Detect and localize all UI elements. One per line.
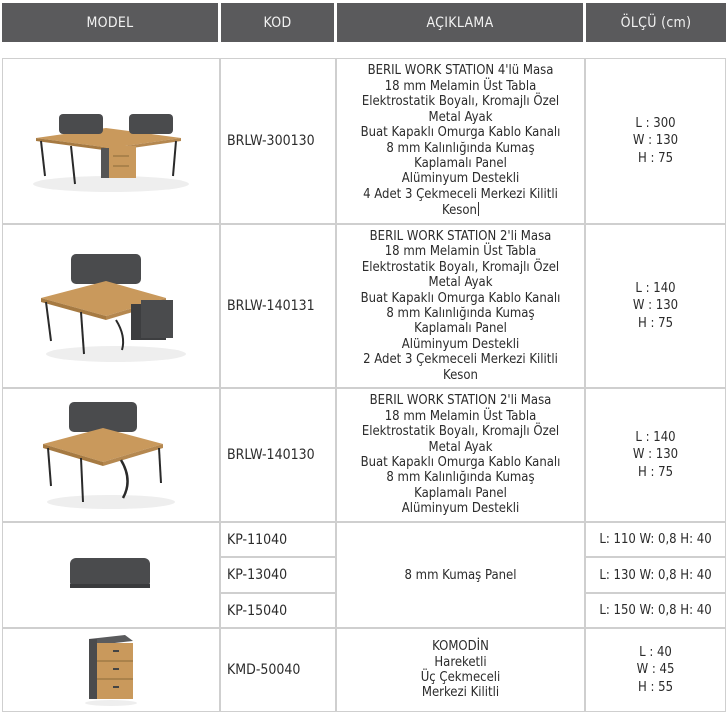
description-brlw-300130 [336, 58, 585, 224]
size-height: H : 75 [637, 315, 674, 331]
desc-line: Metal Ayak [428, 275, 493, 291]
desc-line: 8 mm Kalınlığında Kumaş [386, 140, 535, 156]
size-width: W : 130 [632, 447, 679, 463]
description-brlw-140130 [336, 388, 585, 522]
desc-line: Kaplamalı Panel [414, 321, 507, 337]
desc-line: BERIL WORK STATION 2'li Masa [369, 228, 552, 244]
desc-line: Elektrostatik Boyalı, Kromajlı Özel [361, 259, 560, 275]
desc-line: Elektrostatik Boyalı, Kromajlı Özel [361, 424, 560, 440]
desc-line: 8 mm Kalınlığında Kumaş [386, 470, 535, 486]
desc-line: BERIL WORK STATION 2'li Masa [369, 393, 552, 409]
desc-line: Kaplamalı Panel [414, 155, 507, 171]
desc-line: Kaplamalı Panel [414, 485, 507, 501]
size-height: H : 75 [637, 150, 674, 166]
desc-line: Alüminyum Destekli [401, 501, 520, 517]
code-kp-15040: KP-15040 [220, 593, 336, 628]
size-height: H : 55 [637, 679, 674, 695]
desc-line-with-cursor [442, 202, 479, 218]
code-brlw-300130: BRLW-300130 [220, 58, 336, 224]
desc-line: Alüminyum Destekli [401, 171, 520, 187]
header-code: KOD [221, 3, 334, 42]
size-brlw-140131 [585, 224, 726, 388]
size-width: W : 130 [632, 133, 679, 149]
desc-line: Keson [443, 367, 478, 383]
desc-line: Buat Kapaklı Omurga Kablo Kanalı [360, 290, 561, 306]
desc-line: BERIL WORK STATION 4'lü Masa [367, 63, 554, 79]
header-size: ÖLÇÜ (cm) [586, 3, 726, 42]
size-kp-15040: L: 150 W: 0,8 H: 40 [585, 593, 726, 628]
text-cursor [478, 202, 479, 216]
desc-line: KOMODİN [432, 639, 489, 655]
size-length: L : 140 [635, 429, 676, 445]
size-length: L : 40 [639, 644, 672, 660]
size-width: W : 130 [632, 298, 679, 314]
desc-line: Elektrostatik Boyalı, Kromajlı Özel [361, 94, 560, 110]
code-kp-13040: KP-13040 [220, 557, 336, 593]
desc-line: 18 mm Melamin Üst Tabla [384, 244, 537, 260]
size-height: H : 75 [637, 464, 674, 480]
code-kp-11040: KP-11040 [220, 522, 336, 557]
desc-line: 18 mm Melamin Üst Tabla [384, 78, 537, 94]
desc-line: 8 mm Kalınlığında Kumaş [386, 306, 535, 321]
size-komodin [585, 628, 726, 712]
size-width: W : 45 [636, 662, 675, 678]
product-image-brlw-140131 [2, 224, 220, 388]
desc-line: Metal Ayak [428, 439, 493, 455]
desc-line: Merkezi Kilitli [421, 685, 500, 701]
desc-line: 2 Adet 3 Çekmeceli Merkezi Kilitli [363, 352, 558, 368]
desc-line: Buat Kapaklı Omurga Kablo Kanalı [360, 455, 561, 470]
product-image-brlw-140130 [2, 388, 220, 522]
code-brlw-140131: BRLW-140131 [220, 224, 336, 388]
size-kp-13040: L: 130 W: 0,8 H: 40 [585, 557, 726, 593]
product-image-komodin [2, 628, 220, 712]
size-brlw-300130 [585, 58, 726, 224]
desc-line: Metal Ayak [428, 109, 493, 125]
description-komodin [336, 628, 585, 712]
desc-line: 4 Adet 3 Çekmeceli Merkezi Kilitli [363, 186, 558, 202]
size-length: L : 300 [635, 115, 676, 131]
desc-line: 18 mm Melamin Üst Tabla [384, 408, 537, 424]
size-kp-11040: L: 110 W: 0,8 H: 40 [585, 522, 726, 557]
size-brlw-140130 [585, 388, 726, 522]
desc-line: Keson [442, 203, 477, 219]
product-image-kumas-panel [2, 522, 220, 628]
desc-line: Buat Kapaklı Omurga Kablo Kanalı [360, 125, 561, 141]
size-length: L : 140 [635, 280, 676, 296]
code-brlw-140130: BRLW-140130 [220, 388, 336, 522]
header-model: MODEL [2, 3, 218, 42]
desc-line: Üç Çekmeceli [420, 670, 501, 685]
code-kmd-50040: KMD-50040 [220, 628, 336, 712]
product-image-brlw-300130 [2, 58, 220, 224]
description-kumas-panel: 8 mm Kumaş Panel [336, 522, 585, 628]
description-brlw-140131 [336, 224, 585, 388]
desc-line: Alüminyum Destekli [401, 336, 520, 352]
header-description: AÇIKLAMA [337, 3, 583, 42]
desc-line: Hareketli [434, 654, 487, 670]
